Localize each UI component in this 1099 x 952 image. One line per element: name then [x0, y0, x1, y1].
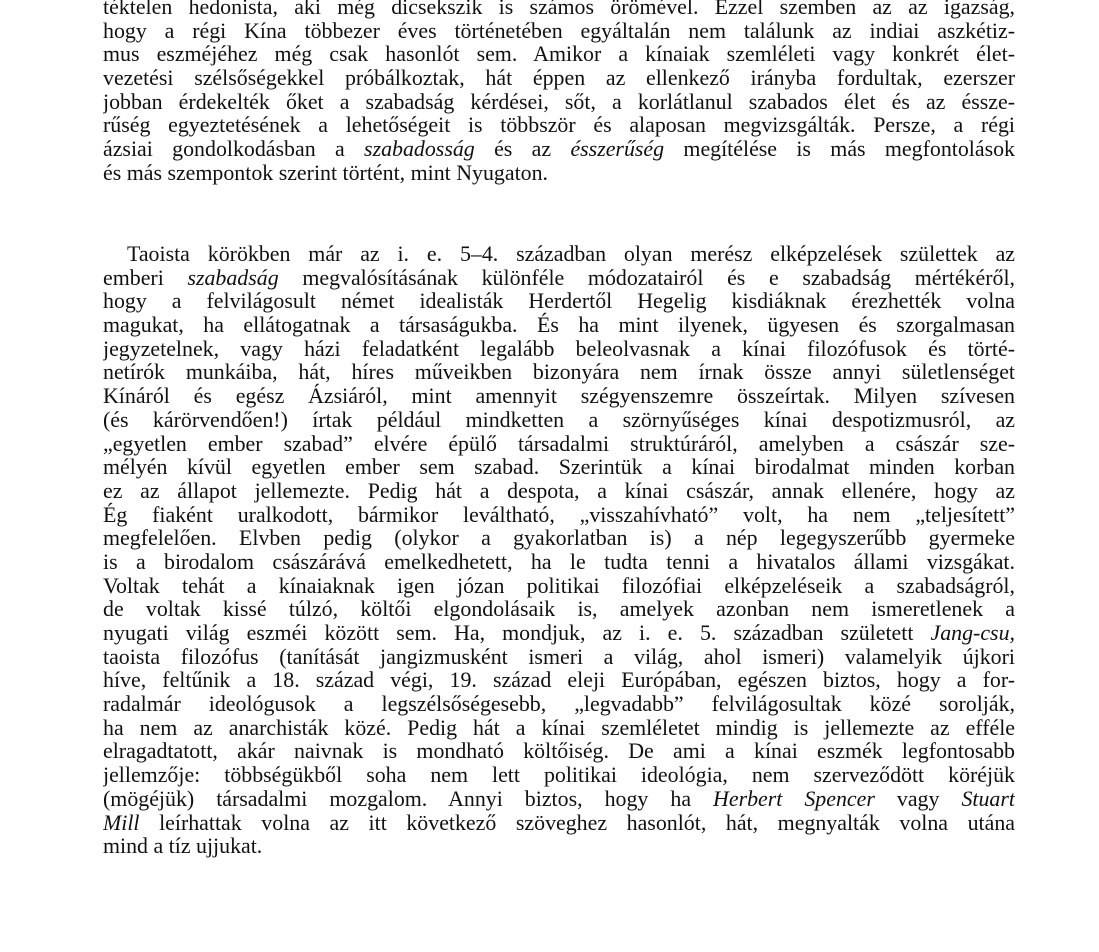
text-line — [103, 787, 1015, 811]
text-run: vagy — [874, 785, 962, 811]
text-run: magukat, ha ellátogatnak a társaságukba. És ha mint ilyenek, ügyesen és szorgalmasan — [103, 312, 1015, 338]
text-line — [103, 668, 1015, 692]
text-run: mind a tíz ujjukat. — [103, 833, 263, 859]
text-run: vezetési szélsőségekkel próbálkoztak, hát éppen az ellenkező irányba fordultak, ezerszer — [103, 65, 1015, 91]
text-line — [103, 113, 1015, 137]
text-line — [103, 66, 1015, 90]
text-line — [103, 834, 1015, 858]
text-run: Taoista körökben már az i. e. 5–4. században olyan merész elképzelések születtek az — [127, 241, 1015, 266]
italic-text: Stuart — [961, 785, 1015, 811]
text-line — [103, 242, 1015, 266]
text-line — [103, 479, 1015, 503]
text-line — [103, 550, 1015, 574]
text-run: ez az állapot jellemezte. Pedig hát a despota, a kínai császár, annak ellenére, hogy az — [103, 477, 1015, 503]
document-page — [103, 0, 1015, 952]
text-line — [103, 811, 1015, 835]
text-line — [103, 739, 1015, 763]
italic-text: ésszerűség — [570, 136, 665, 162]
text-line — [103, 503, 1015, 527]
text-run: leírhattak volna az itt következő szöveghez hasonlót, hát, megnyalták volna utána — [139, 809, 1015, 835]
text-run: mus eszméjéhez még csak hasonlót sem. Amikor a kínaiak szemléleti vagy konkrét élet- — [103, 41, 1015, 67]
text-run: megfelelően. Elvben pedig (olykor a gyakorlatban is) a nép legegyszerűbb gyermeke — [103, 525, 1015, 551]
text-run: Kínáról és egész Ázsiáról, mint amennyit szégyenszemre összeírtak. Milyen szívesen — [103, 383, 1015, 409]
italic-text: szabadosság — [364, 136, 475, 162]
text-run: elragadtatott, akár naivnak is mondható költőiség. De ami a kínai eszmék legfontosabb — [103, 738, 1015, 764]
text-line — [103, 692, 1015, 716]
text-line — [103, 526, 1015, 550]
paragraph-1 — [103, 0, 1015, 185]
text-line — [103, 384, 1015, 408]
text-line — [103, 455, 1015, 479]
text-run: emberi — [103, 264, 188, 290]
italic-text: szabadság — [187, 264, 279, 290]
text-run: és az — [474, 136, 571, 162]
text-line — [103, 408, 1015, 432]
text-run: híve, feltűnik a 18. század végi, 19. század eleji Európában, egészen biztos, hogy a for- — [103, 667, 1015, 693]
text-line — [103, 716, 1015, 740]
text-line — [103, 621, 1015, 645]
text-run: jobban érdekelték őket a szabadság kérdései, sőt, a korlátlanul szabados élet és az éssze- — [103, 88, 1015, 114]
text-line — [103, 0, 1015, 19]
text-line — [103, 161, 1015, 185]
text-run: de voltak kissé túlzó, költői elgondolásaik is, amelyek azonban nem ismeretlenek a — [103, 596, 1015, 622]
text-run: „egyetlen ember szabad” elvére épülő társadalmi struktúráról, amelyben a császár sze- — [103, 430, 1015, 456]
text-run: mélyén kívül egyetlen ember sem szabad. Szerintük a kínai birodalmat minden korban — [103, 454, 1015, 480]
text-run: (és kárörvendően!) írtak például mindketten a szörnyűséges kínai despotizmusról, az — [103, 406, 1015, 432]
text-line — [103, 313, 1015, 337]
text-run: nyugati világ eszméi között sem. Ha, mondjuk, az i. e. 5. században született — [103, 620, 931, 645]
text-run: megvalósításának különféle módozatairól és e szabadság mértékéről, — [278, 264, 1015, 290]
text-run: is a birodalom császárává emelkedhetett, ha le tudta tenni a hivatalos állami vizsgákat. — [103, 548, 1015, 574]
text-run: netírók munkáiba, hát, híres műveikben bizonyára nem írnak össze annyi sületlenséget — [103, 359, 1015, 385]
text-run: (mögéjük) társadalmi mozgalom. Annyi biztos, hogy ha — [103, 785, 714, 811]
text-run: Ég fiaként uralkodott, bármikor leváltható, „visszahívható” volt, ha nem „teljesített” — [103, 501, 1015, 527]
text-run: jellemzője: többségükből soha nem lett politikai ideológia, nem szerveződött köréjük — [103, 762, 1015, 788]
italic-text: Jang-csu, — [930, 620, 1015, 645]
text-line — [103, 266, 1015, 290]
text-run: megítélése is más megfontolások — [664, 136, 1015, 162]
text-run: ázsiai gondolkodásban a — [103, 136, 365, 162]
text-line — [103, 19, 1015, 43]
text-line — [103, 432, 1015, 456]
text-line — [103, 597, 1015, 621]
text-line — [103, 289, 1015, 313]
text-run: jegyzetelnek, vagy házi feladatként legalább beleolvasnak a kínai filozófusok és törté- — [103, 335, 1015, 361]
text-line — [103, 645, 1015, 669]
text-line — [103, 574, 1015, 598]
italic-text: Mill — [103, 809, 140, 835]
text-run: ha nem az anarchisták közé. Pedig hát a kínai szemléletet mindig is jellemezte az efféle — [103, 714, 1015, 740]
cut-off-next-line — [103, 942, 1015, 952]
text-line — [103, 42, 1015, 66]
text-line — [103, 763, 1015, 787]
text-run: radalmár ideológusok a legszélsőségesebb, „legvadabb” felvilágosultak közé sorolják, — [103, 691, 1015, 717]
text-run: hogy a régi Kína többezer éves történetében egyáltalán nem találunk az indiai aszkétiz- — [103, 17, 1015, 43]
text-run: és más szempontok szerint történt, mint Nyugaton. — [103, 159, 549, 185]
paragraph-2 — [103, 242, 1015, 858]
text-line — [103, 90, 1015, 114]
text-line — [103, 137, 1015, 161]
text-run: téktelen hedonista, aki még dicsekszik is számos örömével. Ezzel szemben az az igazság, — [103, 0, 1015, 19]
text-run: hogy a felvilágosult német idealisták Herdertől Hegelig kisdiáknak érezhették volna — [103, 288, 1015, 314]
text-run: Voltak tehát a kínaiaknak igen józan politikai filozófiai elképzeléseik a szabadságról, — [103, 572, 1015, 598]
italic-text: Herbert Spencer — [713, 785, 875, 811]
text-run: rűség egyeztetésének a lehetőségeit is többször és alaposan megvizsgálták. Persze, a régi — [103, 112, 1015, 138]
text-line — [103, 337, 1015, 361]
text-line — [103, 360, 1015, 384]
text-run: taoista filozófus (tanítását jangizmusként ismeri a világ, ahol ismeri) valamelyik újkori — [103, 643, 1015, 669]
